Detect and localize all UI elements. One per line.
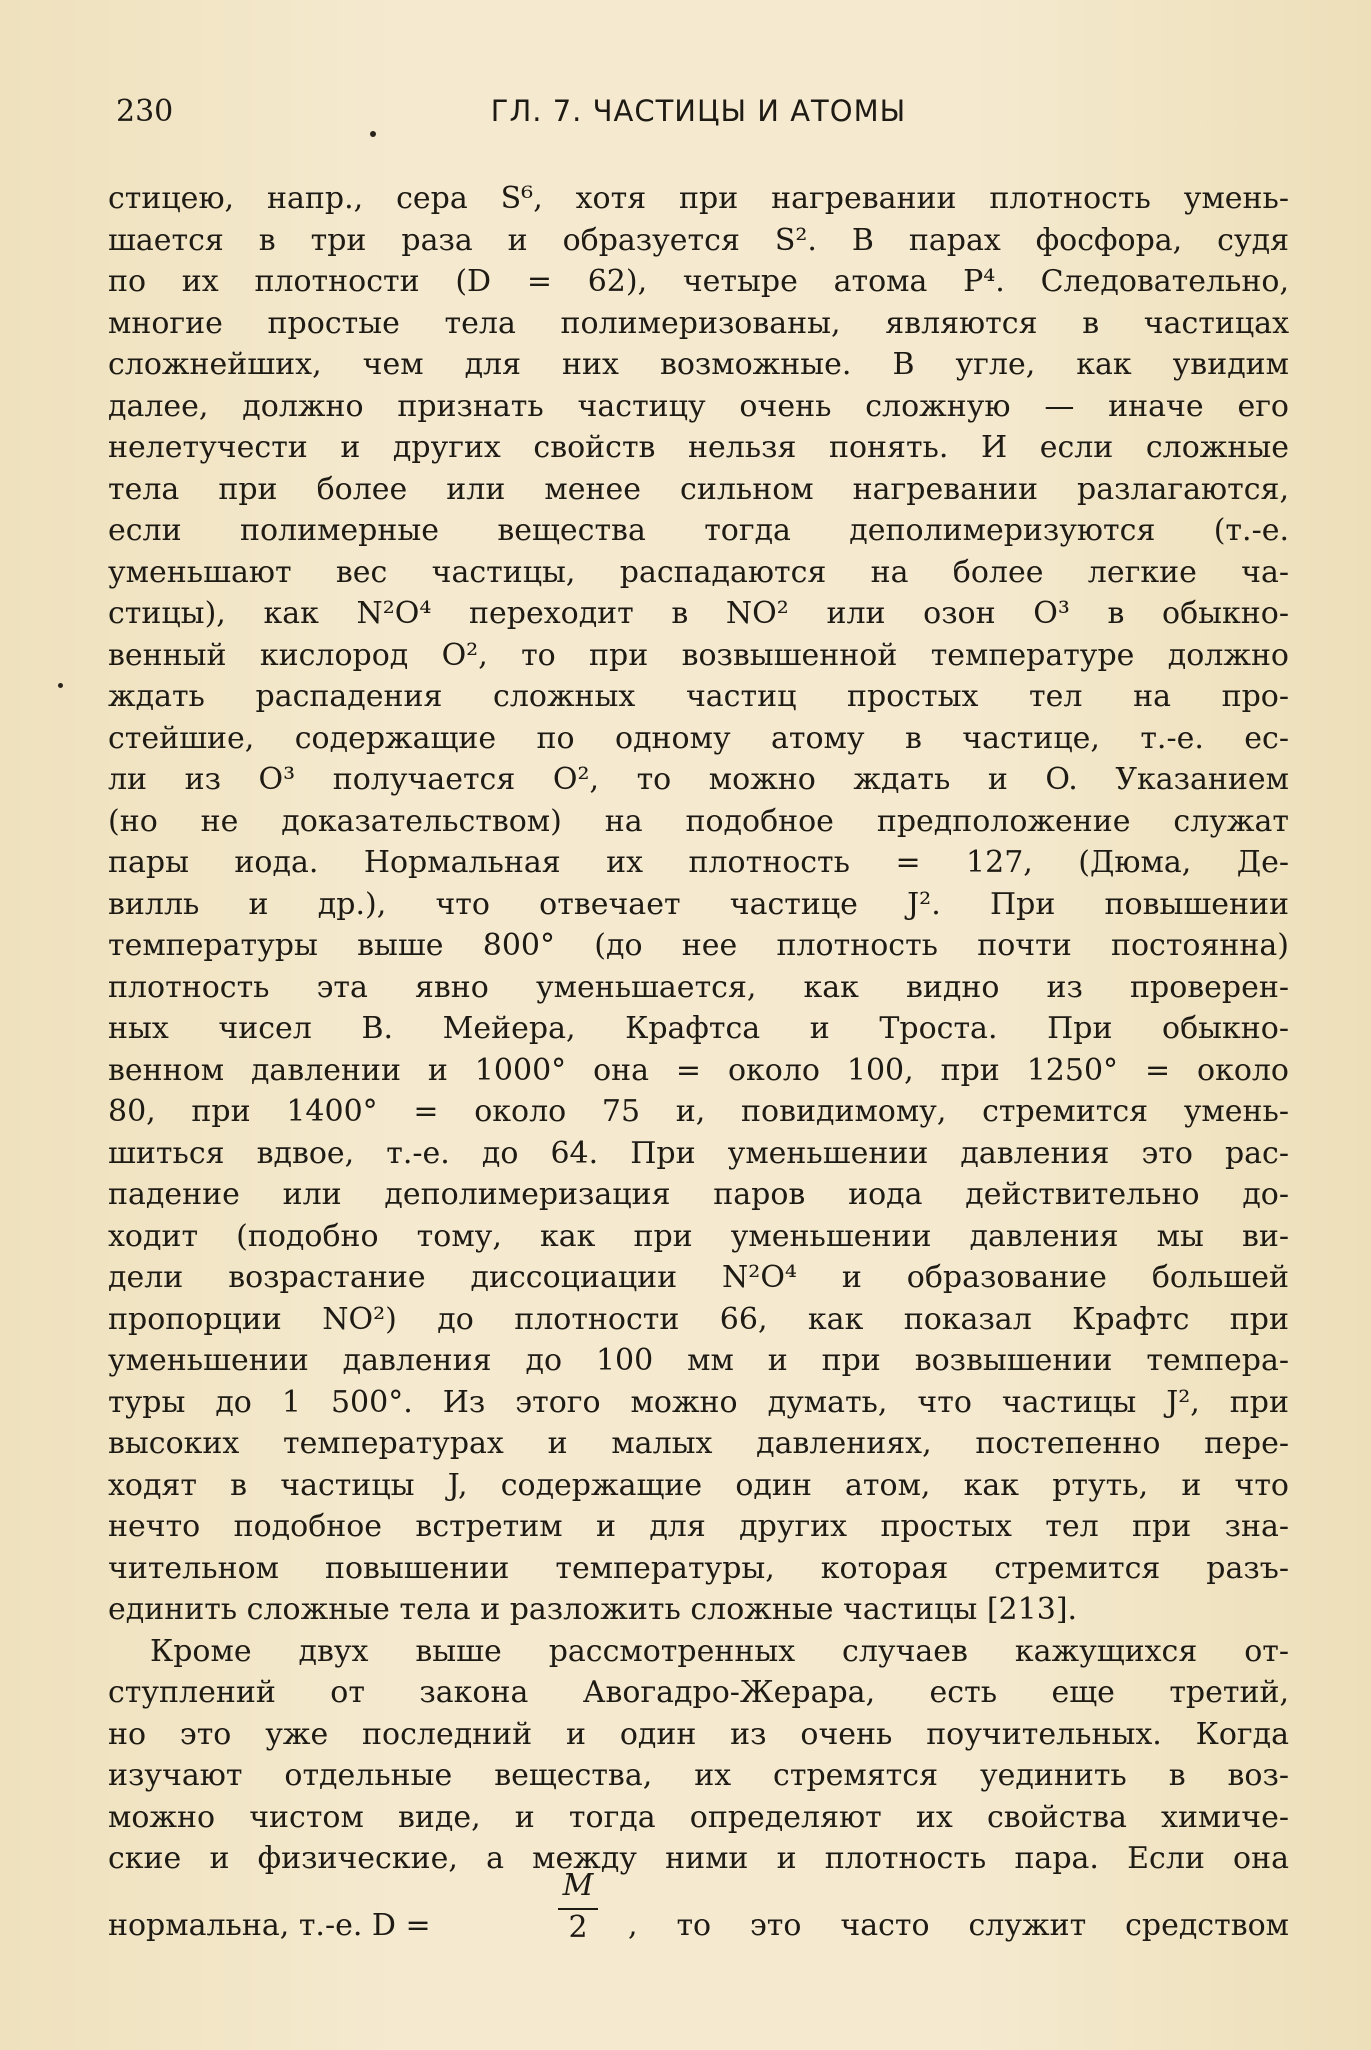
text-line: стицы), как N²O⁴ переходит в NO² или озон O³ в обыкно-: [108, 596, 1289, 631]
formula-text-right: , то это часто служит средством: [628, 1908, 1289, 1943]
text-line: пропорции NO²) до плотности 66, как показал Крафтс при: [108, 1301, 1289, 1337]
text-line: шиться вдвое, т.-е. до 64. При уменьшении давления это рас-: [108, 1135, 1289, 1171]
print-speck: [58, 683, 63, 688]
body-text: [108, 178, 1289, 1880]
formula-line: [108, 1868, 1289, 1948]
text-line: вилль и др.), что отвечает частице J². При повышении: [108, 886, 1289, 922]
running-head: [108, 86, 1289, 136]
text-line: если полимерные вещества тогда деполимеризуются (т.-е.: [108, 513, 1289, 548]
text-line: дели возрастание диссоциации N²O⁴ и образование большей: [108, 1260, 1289, 1295]
text-line: стейшие, содержащие по одному атому в частице, т.-е. ес-: [108, 720, 1289, 756]
text-line: температуры выше 800° (до нее плотность почти постоянна): [108, 928, 1289, 963]
text-line: ступлений от закона Авогадро-Жерара, есть еще третий,: [108, 1675, 1289, 1710]
text-line: нечто подобное встретим и для других простых тел при зна-: [108, 1509, 1289, 1544]
text-line: падение или деполимеризация паров иода действительно до-: [108, 1177, 1289, 1212]
print-speck: [370, 131, 376, 137]
fraction-numerator: M: [562, 1868, 594, 1903]
text-line: уменьшении давления до 100 мм и при возвышении темпера-: [108, 1343, 1289, 1378]
text-line: по их плотности (D = 62), четыре атома P⁴. Следовательно,: [108, 264, 1289, 299]
text-line: венном давлении и 1000° она = около 100, при 1250° = около: [108, 1052, 1289, 1088]
text-line: пары иода. Нормальная их плотность = 127, (Дюма, Де-: [108, 845, 1289, 880]
text-line: плотность эта явно уменьшается, как видно из проверен-: [108, 969, 1289, 1005]
formula-text-left: нормальна, т.-е. D =: [108, 1908, 431, 1943]
text-line: тела при более или менее сильном нагревании разлагаются,: [108, 471, 1289, 507]
chapter-title: ГЛ. 7. ЧАСТИЦЫ И АТОМЫ: [490, 94, 907, 128]
text-line: можно чистом виде, и тогда определяют их свойства химиче-: [108, 1799, 1289, 1835]
text-line: изучают отдельные вещества, их стремятся уединить в воз-: [108, 1758, 1289, 1793]
text-line: 80, при 1400° = около 75 и, повидимому, стремится умень-: [108, 1094, 1289, 1129]
text-line: нелетучести и других свойств нельзя понять. И если сложные: [108, 430, 1289, 465]
text-line: далее, должно признать частицу очень сложную — иначе его: [108, 388, 1289, 424]
text-line: но это уже последний и один из очень поучительных. Когда: [108, 1716, 1289, 1752]
text-line: туры до 1 500°. Из этого можно думать, что частицы J², при: [108, 1384, 1289, 1420]
text-line: ходит (подобно тому, как при уменьшении давления мы ви-: [108, 1218, 1289, 1254]
text-line: ли из O³ получается O², то можно ждать и O. Указанием: [108, 762, 1289, 797]
text-line: венный кислород O², то при возвышенной температуре должно: [108, 637, 1289, 673]
text-line: стицею, напр., сера S⁶, хотя при нагревании плотность умень-: [108, 181, 1289, 216]
fraction-m-over-2: [558, 1868, 598, 1945]
page-number: 230: [116, 94, 174, 129]
text-line: сложнейших, чем для них возможные. В угле, как увидим: [108, 347, 1289, 382]
text-line: многие простые тела полимеризованы, являются в частицах: [108, 305, 1289, 341]
text-line: (но не доказательством) на подобное предположение служат: [108, 803, 1289, 839]
text-line: единить сложные тела и разложить сложные частицы [213].: [108, 1592, 1078, 1627]
text-line: ходят в частицы J, содержащие один атом, как ртуть, и что: [108, 1467, 1289, 1503]
text-line: высоких температурах и малых давлениях, постепенно пере-: [108, 1426, 1289, 1461]
text-line: Кроме двух выше рассмотренных случаев кажущихся от-: [150, 1633, 1289, 1669]
text-line: ждать распадения сложных частиц простых тел на про-: [108, 679, 1289, 714]
text-line: уменьшают вес частицы, распадаются на более легкие ча-: [108, 554, 1289, 590]
fraction-denominator: 2: [568, 1910, 588, 1945]
text-line: ские и физические, а между ними и плотность пара. Если она: [108, 1841, 1289, 1876]
text-line: шается в три раза и образуется S². В парах фосфора, судя: [108, 222, 1289, 258]
text-line: ных чисел В. Мейера, Крафтса и Троста. При обыкно-: [108, 1011, 1289, 1046]
text-line: чительном повышении температуры, которая стремится разъ-: [108, 1550, 1289, 1586]
